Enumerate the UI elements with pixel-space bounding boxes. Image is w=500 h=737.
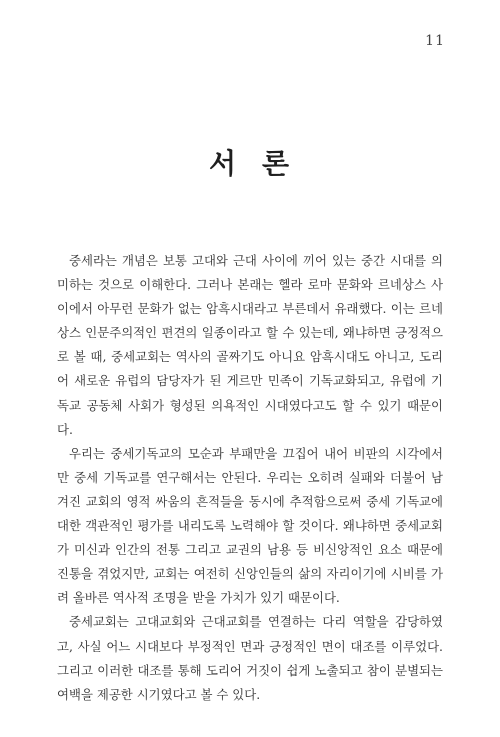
title-char-2: 론 [262,147,292,180]
paragraph-3: 중세교회는 고대교회와 근대교회를 연결하는 다리 역할을 감당하였고, 사실 어느 시대보다 부정적인 면과 긍정적인 면이 대조를 이루었다. 그리고 이러한 대조를 통해 도리어 거짓이 쉽게 노출되고 참이 분별되는 여백을 제공한 시기였다고 볼 수 있다. [57,614,443,702]
body-text [57,249,443,707]
paragraph-1: 중세라는 개념은 보통 고대와 근대 사이에 끼어 있는 중간 시대를 의미하는 것으로 이해한다. 그러나 본래는 헬라 로마 문화와 르네상스 사이에서 아무런 문화가 없는 암흑시대라고 부른데서 유래했다. 이는 르네상스 인문주의적인 편견의 일종이라고 할 수 있는데, 왜냐하면 긍정적으로 볼 때, 중세교회는 역사의 골짜기도 아니요 암흑시대도 아니고, 도리어 새로운 유럽의 담당자가 된 게르만 민족이 기독교화되고, 유럽에 기독교 공동체 사회가 형성된 의욕적인 시대였다고도 할 수 있기 때문이다. [57,253,443,437]
page-number: 11 [425,33,445,49]
title-char-1: 서 [208,147,238,180]
paragraph-2: 우리는 중세기독교의 모순과 부패만을 끄집어 내어 비판의 시각에서만 중세 기독교를 연구해서는 안된다. 우리는 오히려 실패와 더불어 남겨진 교회의 영적 싸움의 흔적들을 동시에 추적함으로써 중세 기독교에 대한 객관적인 평가를 내리도록 노력해야 할 것이다. 왜냐하면 중세교회가 미신과 인간의 전통 그리고 교권의 남용 등 비신앙적인 요소 때문에 진통을 겪었지만, 교회는 여전히 신앙인들의 삶의 자리이기에 시비를 가려 올바른 역사적 조명을 받을 가치가 있기 때문이다. [57,445,443,606]
page-title [0,142,500,182]
